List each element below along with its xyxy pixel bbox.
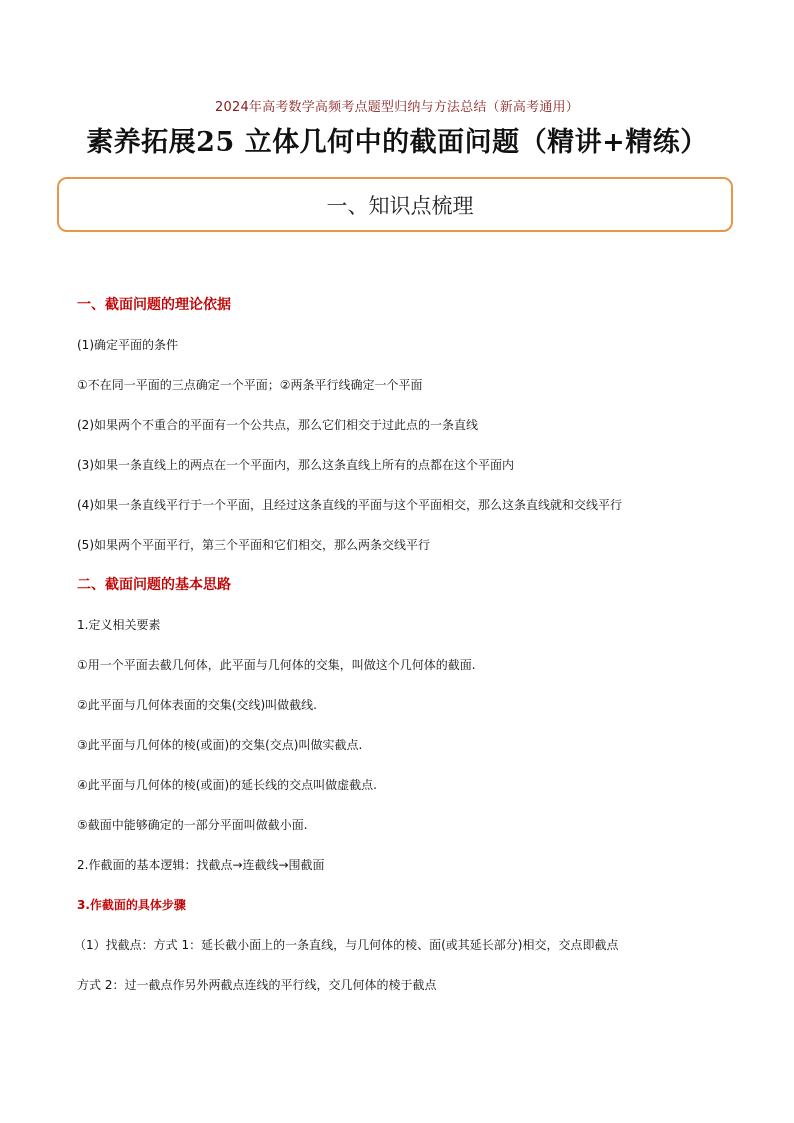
document-content — [74, 295, 737, 995]
section-banner — [57, 177, 733, 232]
part2-step: 方式 2：过一截点作另外两截点连线的平行线，交几何体的棱于截点 — [77, 978, 437, 992]
section-banner-label: 一、知识点梳理 — [326, 193, 474, 218]
part1-line: (4)如果一条直线平行于一个平面，且经过这条直线的平面与这个平面相交，那么这条直线就和交线平行 — [77, 498, 623, 512]
part2-line: ④此平面与几何体的棱(或面)的延长线的交点叫做虚截点. — [77, 778, 377, 792]
document-subtitle: 2024年高考数学高频考点题型归纳与方法总结（新高考通用） — [215, 100, 579, 115]
part2-line: ①用一个平面去截几何体，此平面与几何体的交集，叫做这个几何体的截面. — [77, 658, 476, 672]
part1-heading: 一、截面问题的理论依据 — [77, 297, 231, 313]
part2-line: ③此平面与几何体的棱(或面)的交集(交点)叫做实截点. — [77, 738, 363, 752]
part2-line: ②此平面与几何体表面的交集(交线)叫做截线. — [77, 698, 317, 712]
part2-line: 2.作截面的基本逻辑：找截点→连截线→围截面 — [77, 858, 325, 872]
part2-line: ⑤截面中能够确定的一部分平面叫做截小面. — [77, 818, 308, 832]
document-title: 素养拓展25 立体几何中的截面问题（精讲+精练） — [86, 127, 708, 158]
part1-line: (3)如果一条直线上的两点在一个平面内，那么这条直线上所有的点都在这个平面内 — [77, 458, 515, 472]
part2-step: （1）找截点：方式 1：延长截小面上的一条直线，与几何体的棱、面(或其延长部分)相交，交点即截点 — [74, 938, 619, 952]
part1-line: (5)如果两个平面平行，第三个平面和它们相交，那么两条交线平行 — [77, 538, 431, 552]
part2-heading: 二、截面问题的基本思路 — [77, 577, 231, 593]
part1-line: (2)如果两个不重合的平面有一个公共点，那么它们相交于过此点的一条直线 — [77, 418, 479, 432]
part1-line: (1)确定平面的条件 — [77, 338, 178, 352]
part2-subheading: 3.作截面的具体步骤 — [77, 898, 186, 912]
part2-line: 1.定义相关要素 — [77, 618, 161, 632]
part1-line: ①不在同一平面的三点确定一个平面；②两条平行线确定一个平面 — [77, 378, 423, 392]
